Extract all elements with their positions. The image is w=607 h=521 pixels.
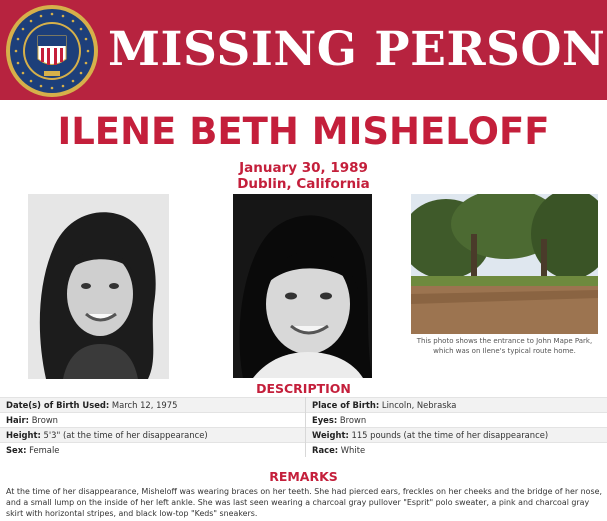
disappearance-place: Dublin, California bbox=[237, 176, 370, 192]
banner-title: MISSING PERSON bbox=[108, 22, 606, 77]
field-value: 5'3" (at the time of her disappearance) bbox=[43, 429, 208, 440]
field-label: Eyes: bbox=[312, 414, 338, 425]
field-value: Female bbox=[29, 444, 60, 455]
field-label: Place of Birth: bbox=[312, 399, 380, 410]
table-row bbox=[0, 398, 607, 413]
table-row bbox=[0, 413, 607, 428]
remarks-text: At the time of her disappearance, Misheloff was wearing braces on her teeth. She had pierced ears, freckles on her cheeks and the bridge of her nose, and a small lump on the inside of her left ankle. She was last seen wearing a charcoal gray pullover "Esprit" polo sweater, a pink and charcoal gray skirt with horizontal stripes, and black low-top "Keds" sneakers. bbox=[6, 487, 602, 518]
disappearance-date: January 30, 1989 bbox=[239, 160, 368, 176]
fbi-seal-icon bbox=[5, 4, 99, 98]
field-label: Race: bbox=[312, 444, 339, 455]
field-label: Height: bbox=[6, 429, 41, 440]
field-value: Brown bbox=[339, 414, 367, 425]
field-value: Brown bbox=[31, 414, 58, 425]
remarks-heading: REMARKS bbox=[269, 469, 338, 484]
portrait-photo-1 bbox=[28, 194, 169, 379]
field-label: Hair: bbox=[6, 414, 30, 425]
description-table bbox=[0, 397, 607, 457]
table-row bbox=[0, 428, 607, 443]
header-banner bbox=[0, 0, 607, 100]
field-label: Weight: bbox=[312, 429, 349, 440]
person-name: ILENE BETH MISHELOFF bbox=[57, 110, 550, 153]
field-value: 115 pounds (at the time of her disappearance) bbox=[351, 429, 549, 440]
field-value: White bbox=[340, 444, 366, 455]
field-label: Date(s) of Birth Used: bbox=[6, 399, 110, 410]
photo-caption: This photo shows the entrance to John Mape Park, which was on Ilene's typical route home. bbox=[416, 337, 593, 355]
description-heading: DESCRIPTION bbox=[256, 381, 351, 396]
location-photo bbox=[411, 194, 598, 334]
field-value: March 12, 1975 bbox=[111, 399, 178, 410]
field-value: Lincoln, Nebraska bbox=[381, 399, 457, 410]
portrait-photo-2 bbox=[233, 194, 372, 378]
table-row bbox=[0, 443, 607, 458]
field-label: Sex: bbox=[6, 444, 27, 455]
